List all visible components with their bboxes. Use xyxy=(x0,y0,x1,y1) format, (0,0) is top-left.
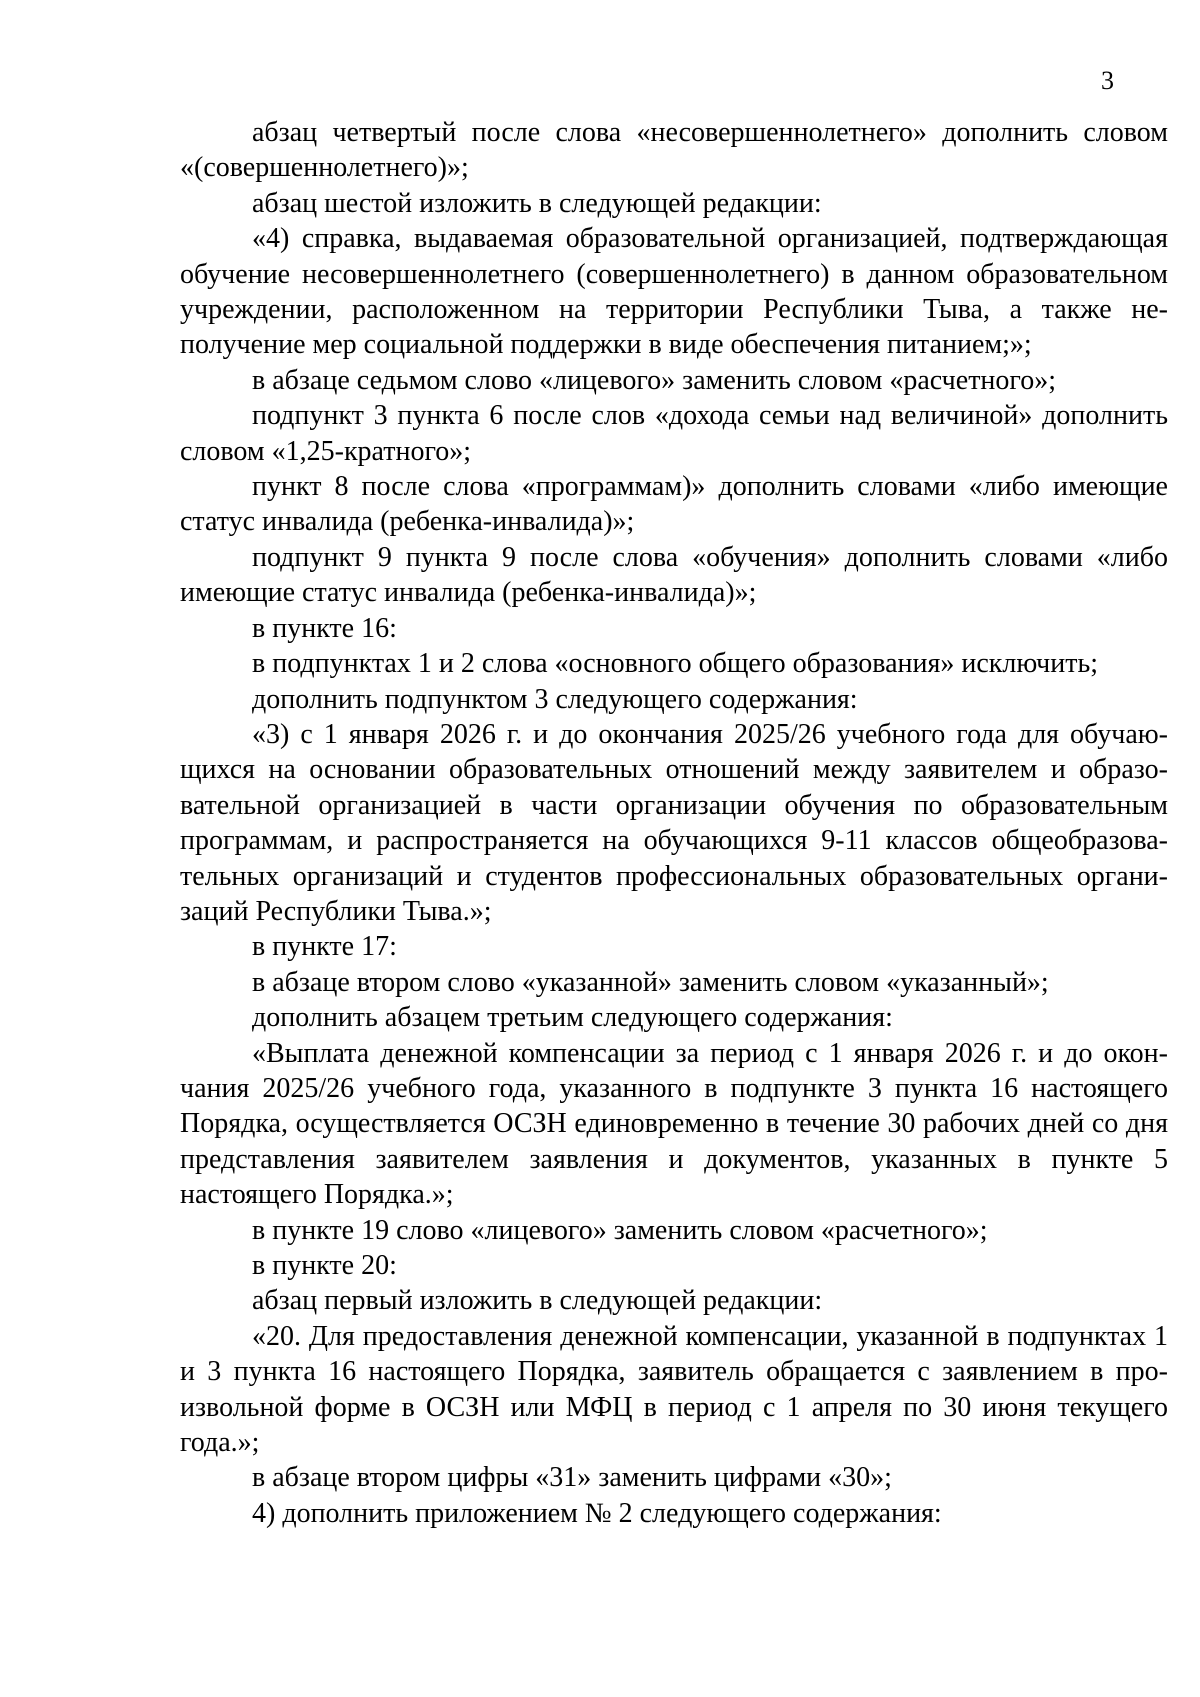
paragraph-12: в пункте 17: xyxy=(252,931,397,963)
paragraph-21: 4) дополнить приложением № 2 следующего содержания: xyxy=(252,1497,942,1529)
paragraph-18: абзац первый изложить в следующей редакции: xyxy=(252,1285,823,1317)
paragraph-8: в пункте 16: xyxy=(252,612,397,644)
paragraph-13: в абзаце втором слово «указанной» заменить словом «указанный»; xyxy=(252,966,1049,998)
document-body xyxy=(180,115,1168,1531)
paragraph-14: дополнить абзацем третьим следующего содержания: xyxy=(252,1002,893,1034)
paragraph-6: пункт 8 после слова «программам)» дополнить словами «либо имеющие статус инвалида (ребенка-инвалида)»; xyxy=(180,471,1168,538)
paragraph-4: в абзаце седьмом слово «лицевого» заменить словом «расчетного»; xyxy=(252,364,1056,396)
paragraph-1: абзац четвертый после слова «несовершеннолетнего» дополнить словом «(совершеннолетнего)»; xyxy=(180,117,1168,184)
paragraph-17: в пункте 20: xyxy=(252,1250,397,1281)
page-number: 3 xyxy=(1101,66,1114,95)
paragraph-5: подпункт 3 пункта 6 после слов «дохода семьи над величиной» дополнить словом «1,25-кратного»; xyxy=(180,400,1168,467)
paragraph-2: абзац шестой изложить в следующей редакции: xyxy=(252,187,822,219)
paragraph-15: «Выплата денежной компенсации за период с 1 января 2026 г. и до окончания 2025/26 учебного года, указанного в подпункте 3 пункта 16 настоящего Порядка, осуществляется ОСЗН единовременно в течение 30 рабочих дней со дня представления заявителем заявления и документов, указанных в пункте 5 настоящего Порядка.»; xyxy=(180,1037,1168,1211)
paragraph-16: в пункте 19 слово «лицевого» заменить словом «расчетного»; xyxy=(252,1214,988,1246)
paragraph-9: в подпунктах 1 и 2 слова «основного общего образования» исключить; xyxy=(252,648,1099,680)
paragraph-3: «4) справка, выдаваемая образовательной организацией, подтверждающая обучение несовершеннолетнего (совершеннолетнего) в данном образовательном учреждении, расположенном на территории Республики Тыва, а также неполучение мер социальной поддержки в виде обеспечения питанием;»; xyxy=(180,223,1168,361)
paragraph-20: в абзаце втором цифры «31» заменить цифрами «30»; xyxy=(252,1462,892,1494)
paragraph-7: подпункт 9 пункта 9 после слова «обучения» дополнить словами «либо имеющие статус инвалида (ребенка-инвалида)»; xyxy=(180,541,1168,609)
paragraph-19: «20. Для предоставления денежной компенсации, указанной в подпунктах 1 и 3 пункта 16 настоящего Порядка, заявитель обращается с заявлением в произвольной форме в ОСЗН или МФЦ в период с 1 апреля по 30 июня текущего года.»; xyxy=(180,1320,1168,1459)
paragraph-10: дополнить подпунктом 3 следующего содержания: xyxy=(252,683,858,715)
paragraph-11: «3) с 1 января 2026 г. и до окончания 2025/26 учебного года для обучающихся на основании образовательных отношений между заявителем и образовательной организацией в части организации обучения по образовательным программам, и распространяется на обучающихся 9-11 классов общеобразовательных организаций и студентов профессиональных образовательных организаций Республики Тыва.»; xyxy=(180,718,1168,927)
